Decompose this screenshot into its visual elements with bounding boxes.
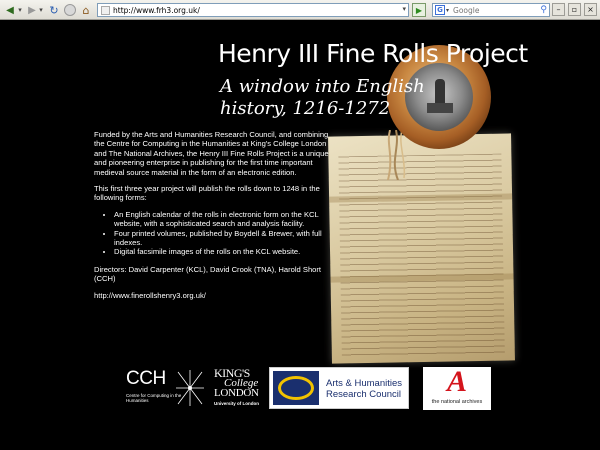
cch-network-icon <box>174 368 206 408</box>
ahrc-oval-mark <box>278 376 314 400</box>
home-icon[interactable]: ⌂ <box>82 3 90 17</box>
go-arrow-icon[interactable]: ▶ <box>412 3 426 17</box>
window-controls <box>552 3 597 16</box>
stop-icon[interactable] <box>63 3 77 17</box>
list-item: • Four printed volumes, published by Boydell & Brewer, with full indexes. <box>114 229 332 248</box>
page-favicon-icon <box>101 6 110 15</box>
list-item: • An English calendar of the rolls in electronic form on the KCL website, with a sophisticated search and analysis facility. <box>114 210 332 229</box>
subtitle-line-1: A window into English <box>220 76 425 97</box>
kcl-logo-line-3: LONDON <box>214 387 259 399</box>
ahrc-logo-line-1: Arts & Humanities <box>326 378 403 389</box>
project-website-link[interactable]: http://www.finerollshenry3.org.uk/ <box>94 290 206 300</box>
ahrc-logo-line-2: Research Council <box>326 389 401 400</box>
forward-arrow-icon[interactable]: ▶ <box>28 4 36 16</box>
kcl-logo-line-2: College <box>224 377 259 389</box>
ahrc-badge-icon <box>273 371 319 405</box>
back-history-dropdown-icon[interactable]: ▾ <box>18 6 22 14</box>
search-icon[interactable]: ⚲ <box>540 5 547 15</box>
ahrc-logo-text <box>326 378 402 400</box>
forward-history-dropdown-icon[interactable]: ▾ <box>39 6 43 14</box>
page-subtitle <box>220 76 425 120</box>
search-input[interactable] <box>449 6 533 15</box>
subtitle-line-2: history, 1216-1272 <box>220 98 391 119</box>
close-button[interactable]: × <box>584 3 597 16</box>
forms-paragraph: This first three year project will publish the rolls down to 1248 in the following forms: <box>94 184 320 203</box>
search-bar[interactable] <box>432 3 550 17</box>
address-bar[interactable] <box>97 3 409 17</box>
kings-college-london-logo[interactable] <box>214 366 262 412</box>
tna-logo-text: the national archives <box>431 399 483 405</box>
parchment-script-texture <box>338 154 504 357</box>
cch-logo-subtitle: Centre for Computing in the Humanities <box>126 393 182 403</box>
page-title: Henry III Fine Rolls Project <box>218 39 528 68</box>
reload-icon[interactable]: ↻ <box>49 3 59 17</box>
publication-forms-list <box>94 210 332 257</box>
kcl-logo-line-4: University of London <box>214 401 259 406</box>
url-history-dropdown-icon[interactable]: ▾ <box>402 5 406 13</box>
cch-logo[interactable] <box>126 368 210 412</box>
seal-throne <box>427 103 453 113</box>
national-archives-logo[interactable] <box>423 367 491 410</box>
tna-logo-mark: A <box>446 365 467 398</box>
fine-roll-parchment-image <box>328 133 515 363</box>
url-text[interactable]: http://www.frh3.org.uk/ <box>113 5 200 15</box>
cch-logo-name: CCH <box>126 368 166 389</box>
back-arrow-icon[interactable]: ◀ <box>6 4 14 16</box>
page-content <box>0 20 600 450</box>
minimize-button[interactable]: – <box>552 3 565 16</box>
search-engine-icon[interactable]: G <box>435 5 445 15</box>
directors-text: Directors: David Carpenter (KCL), David Crook (TNA), Harold Short (CCH) <box>94 264 322 284</box>
intro-paragraph: Funded by the Arts and Humanities Research Council, and combining the Centre for Computing in the Humanities at King's College London and The National Archives, the Henry III Fine Rolls Project is a unique and pioneering enterprise in publishing for the first time important medieval source material in the form of an electronic edition. <box>94 130 329 177</box>
ahrc-logo[interactable] <box>269 367 409 409</box>
intro-text <box>94 130 332 307</box>
restore-button[interactable]: ▫ <box>568 3 581 16</box>
kcl-logo-line-1: KING'S <box>214 366 250 380</box>
browser-toolbar <box>0 0 600 20</box>
list-item: • Digital facsimile images of the rolls on the KCL website. <box>114 247 332 256</box>
search-engine-dropdown-icon[interactable]: ▾ <box>446 6 450 14</box>
